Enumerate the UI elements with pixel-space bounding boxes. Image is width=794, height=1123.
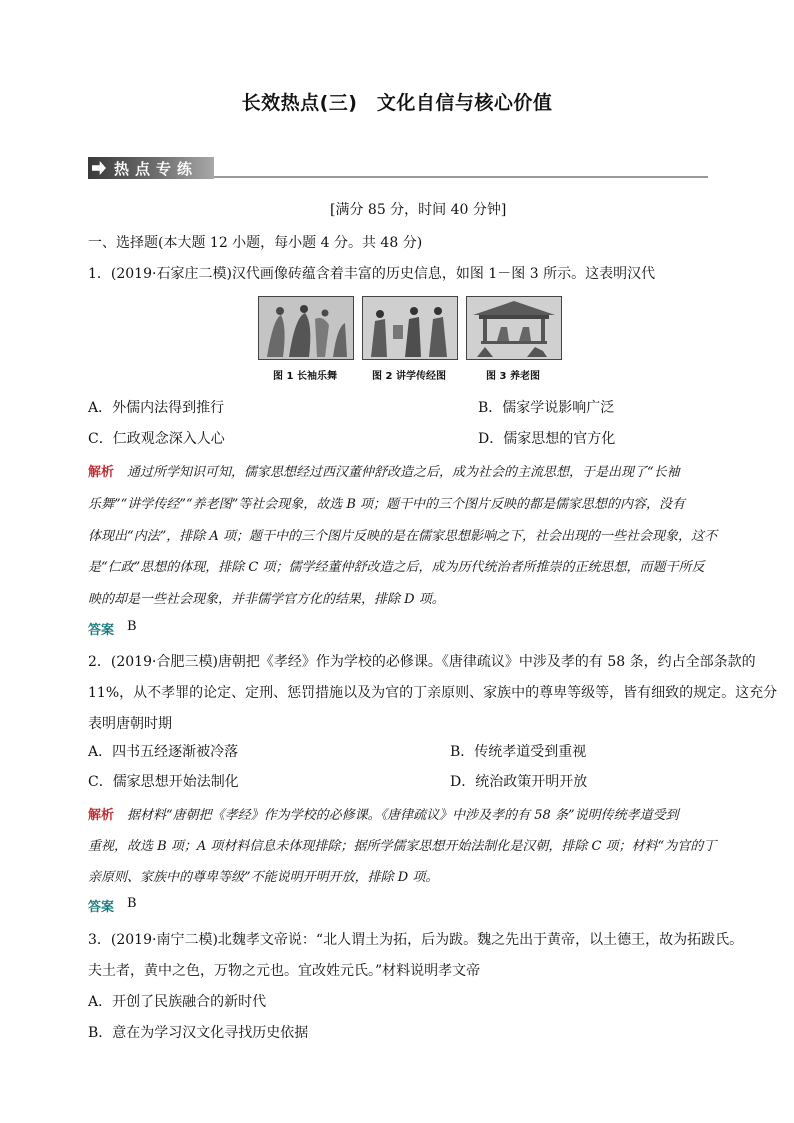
- q2-option-d: D．统治政策开明开放: [450, 774, 588, 790]
- section-heading: 一、选择题(本大题 12 小题，每小题 4 分。共 48 分): [88, 235, 423, 251]
- q1-option-b: B．儒家学说影响广泛: [478, 400, 615, 416]
- q1-option-a: A．外儒内法得到推行: [88, 400, 225, 416]
- q1-stem: 1．(2019·石家庄二模)汉代画像砖蕴含着丰富的历史信息，如图 1－图 3 所示。这表明汉代: [88, 266, 656, 282]
- q1-figures: [258, 296, 558, 386]
- q2-answer: B: [127, 896, 137, 911]
- q1-analysis-line: 体现出“内法”，排除 A 项；题干中的三个图片反映的是在儒家思想影响之下，社会出现的一些社会现象，这不: [88, 529, 717, 544]
- section-banner: [88, 157, 708, 181]
- q2-stem-line: 2．(2019·合肥三模)唐朝把《孝经》作为学校的必修课。《唐律疏议》中涉及孝的有 58 条，约占全部条款的: [88, 654, 756, 670]
- q2-answer-label: 答案: [88, 900, 115, 915]
- q2-analysis-line: 亲原则、家族中的尊卑等级”不能说明开明开放，排除 D 项。: [88, 870, 439, 885]
- exam-info: [满分 85 分，时间 40 分钟]: [330, 202, 507, 218]
- q1-answer-label: 答案: [88, 623, 115, 638]
- q1-analysis-line: 是“仁政”思想的体现，排除 C 项；儒学经董仲舒改造之后，成为历代统治者所推崇的正统思想，而题干所反: [88, 560, 705, 575]
- q2-analysis-label: 解析: [88, 808, 115, 823]
- q2-stem-line: 表明唐朝时期: [88, 716, 172, 732]
- q2-option-a: A．四书五经逐渐被冷落: [88, 744, 239, 760]
- q3-option-b: B．意在为学习汉文化寻找历史依据: [88, 1025, 309, 1041]
- figure-2-image: [362, 296, 458, 360]
- q3-option-a: A．开创了民族融合的新时代: [88, 994, 267, 1010]
- figure-2-caption: 图 2 讲学传经图: [372, 371, 446, 382]
- q2-option-b: B．传统孝道受到重视: [450, 744, 587, 760]
- banner-rule: [214, 176, 708, 178]
- q1-analysis-line: 映的却是一些社会现象，并非儒学官方化的结果，排除 D 项。: [88, 592, 445, 607]
- q1-analysis-label: 解析: [88, 465, 115, 480]
- q2-stem-line: 11%，从不孝罪的论定、定刑、惩罚措施以及为官的丁亲原则、家族中的尊卑等级等，皆有细致的规定。这充分: [88, 685, 778, 701]
- q1-analysis-line: 乐舞”“讲学传经”“养老图”等社会现象，故选 B 项；题干中的三个图片反映的都是儒家思想的内容，没有: [88, 497, 686, 512]
- q1-answer: B: [127, 619, 137, 634]
- q1-option-d: D．儒家思想的官方化: [478, 431, 616, 447]
- banner-label: 热点专练: [114, 160, 199, 178]
- figure-3-caption: 图 3 养老图: [486, 371, 540, 382]
- figure-3-image: [466, 296, 562, 360]
- q2-analysis-line: 据材料“唐朝把《孝经》作为学校的必修课。《唐律疏议》中涉及孝的有 58 条”说明传统孝道受到: [127, 808, 679, 823]
- figure-1-image: [258, 296, 354, 360]
- q1-option-c: C．仁政观念深入人心: [88, 431, 225, 447]
- q2-option-c: C．儒家思想开始法制化: [88, 774, 239, 790]
- q2-analysis-line: 重视，故选 B 项；A 项材料信息未体现排除；据所学儒家思想开始法制化是汉朝，排除 C 项；材料“为官的丁: [88, 839, 717, 854]
- page-title: 长效热点(三) 文化自信与核心价值: [241, 92, 553, 114]
- figure-1-caption: 图 1 长袖乐舞: [273, 371, 337, 382]
- q3-stem-line: 夫土者，黄中之色，万物之元也。宜改姓元氏。”材料说明孝文帝: [88, 963, 481, 979]
- q3-stem-line: 3．(2019·南宁二模)北魏孝文帝说：“北人谓土为拓，后为跋。魏之先出于黄帝，以土德王，故为拓跋氏。: [88, 932, 744, 948]
- q1-analysis-line: 通过所学知识可知，儒家思想经过西汉董仲舒改造之后，成为社会的主流思想，于是出现了“长袖: [127, 465, 680, 480]
